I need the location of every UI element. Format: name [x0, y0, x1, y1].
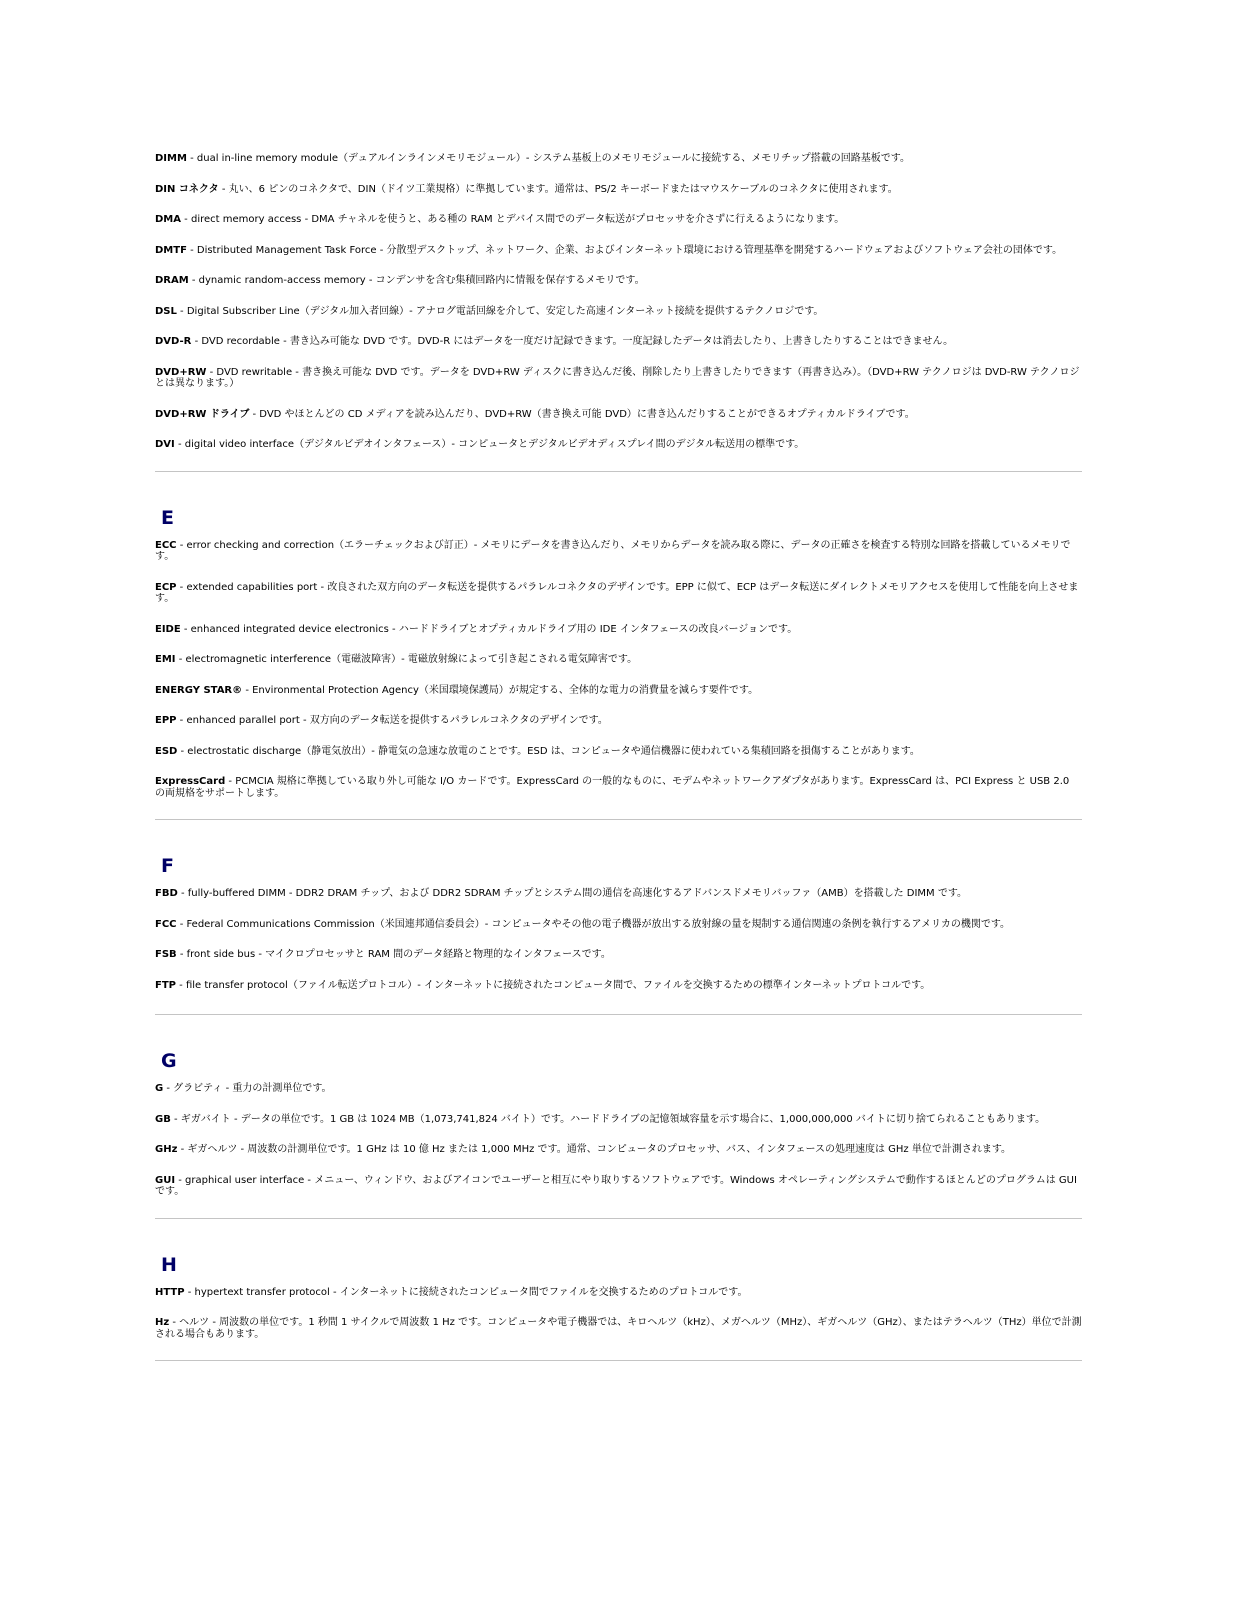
glossary-definition: - ギガヘルツ - 周波数の計測単位です。1 GHz は 10 億 Hz または 1,000 MHz です。通常、コンピュータのプロセッサ、バス、インタフェースの処理速度は GHz 単位で計測されます。: [177, 1144, 1012, 1155]
glossary-entry: [155, 439, 1082, 451]
glossary-entry: [155, 949, 1082, 961]
glossary-term: DVI: [155, 439, 175, 450]
glossary-entry: [155, 367, 1082, 390]
glossary-term: ECP: [155, 581, 177, 593]
glossary-section-h: [155, 1254, 1082, 1341]
glossary-term: ENERGY STAR®: [155, 684, 243, 696]
glossary-entry: [155, 245, 1082, 257]
glossary-definition: - graphical user interface - メニュー、ウィンドウ、およびアイコンでユーザーと相互にやり取りするソフトウェアです。Windows オペレーティングシステムで動作するほとんどのプログラムは GUI です。: [155, 1174, 1077, 1197]
glossary-definition: - extended capabilities port - 改良された双方向のデータ転送を提供するパラレルコネクタのデザインです。EPP に似て、ECP はデータ転送にダイレクトメモリアクセスを使用して性能を向上させます。: [155, 581, 1079, 604]
glossary-term: EIDE: [155, 623, 181, 635]
glossary-entry: [155, 1083, 1082, 1095]
glossary-section-e: [155, 507, 1082, 800]
glossary-definition: - enhanced integrated device electronics - ハードドライブとオプティカルドライブ用の IDE インタフェースの改良バージョンです。: [180, 623, 798, 635]
glossary-entry: [155, 980, 1082, 992]
glossary-definition: - hypertext transfer protocol - インターネットに接続されたコンピュータ間でファイルを交換するためのプロトコルです。: [184, 1286, 748, 1298]
glossary-term: ECC: [155, 539, 177, 551]
glossary-entry: [155, 919, 1082, 931]
glossary-definition: - グラビティ - 重力の計測単位です。: [163, 1083, 332, 1094]
glossary-entry: [155, 746, 1082, 758]
glossary-entry: [155, 888, 1082, 900]
glossary-section-g: [155, 1050, 1082, 1198]
glossary-entry: [155, 275, 1082, 287]
glossary-entry: [155, 624, 1082, 636]
glossary-term: EPP: [155, 715, 177, 726]
glossary-entry: [155, 184, 1082, 196]
glossary-entry: [155, 685, 1082, 697]
glossary-definition: - error checking and correction（エラーチェックおよび訂正）- メモリにデータを書き込んだり、メモリからデータを読み取る際に、データの正確さを検査する特別な回路を搭載しているメモリです。: [155, 539, 1071, 562]
glossary-term: ESD: [155, 745, 178, 757]
glossary-entry: [155, 214, 1082, 226]
glossary-definition: - DVD rewritable - 書き換え可能な DVD です。データを DVD+RW ディスクに書き込んだ後、削除したり上書きしたりできます（再書き込み）。（DVD+RW テクノロジは DVD-RW テクノロジとは異なります。）: [155, 366, 1080, 389]
glossary-term: DIMM: [155, 153, 187, 164]
glossary-term: ExpressCard: [155, 776, 226, 787]
glossary-definition: - front side bus - マイクロプロセッサと RAM 間のデータ経路と物理的なインタフェースです。: [176, 949, 611, 960]
glossary-term: DVD+RW ドライブ: [155, 408, 250, 420]
glossary-term: DMTF: [155, 244, 187, 256]
glossary-definition: - DVD やほとんどの CD メディアを読み込んだり、DVD+RW（書き換え可能 DVD）に書き込んだりすることができるオプティカルドライブです。: [249, 408, 915, 420]
section-divider: [155, 1014, 1082, 1015]
glossary-entry: [155, 1287, 1082, 1299]
glossary-definition: - Digital Subscriber Line（デジタル加入者回線）- アナログ電話回線を介して、安定した高速インターネット接続を提供するテクノロジです。: [176, 305, 824, 317]
section-divider: [155, 1360, 1082, 1361]
glossary-entry: [155, 1317, 1082, 1340]
glossary-term: FTP: [155, 979, 176, 991]
glossary-definition: - 丸い、6 ピンのコネクタで、DIN（ドイツ工業規格）に準拠しています。通常は、PS/2 キーボードまたはマウスケーブルのコネクタに使用されます。: [218, 183, 898, 195]
glossary-definition: - dynamic random-access memory - コンデンサを含む集積回路内に情報を保存するメモリです。: [188, 275, 645, 286]
glossary-definition: - direct memory access - DMA チャネルを使うと、ある種の RAM とデバイス間でのデータ転送がプロセッサを介さずに行えるようになります。: [181, 214, 845, 225]
glossary-entry: [155, 776, 1082, 799]
glossary-term: DIN コネクタ: [155, 183, 219, 195]
glossary-entry: [155, 409, 1082, 421]
glossary-definition: - PCMCIA 規格に準拠している取り外し可能な I/O カードです。ExpressCard の一般的なものに、モデムやネットワークアダプタがあります。ExpressCard は、PCI Express と USB 2.0 の両規格をサポートします。: [155, 776, 1070, 799]
section-divider: [155, 819, 1082, 820]
glossary-definition: - Distributed Management Task Force - 分散型デスクトップ、ネットワーク、企業、およびインターネット環境における管理基準を開発するハードウェアおよびソフトウェア会社の団体です。: [186, 244, 1063, 256]
glossary-term: FSB: [155, 949, 177, 960]
glossary-entry: [155, 540, 1082, 563]
glossary-term: DMA: [155, 214, 181, 225]
glossary-entry: [155, 153, 1082, 165]
section-divider: [155, 471, 1082, 472]
glossary-definition: - Environmental Protection Agency（米国環境保護局）が規定する、全体的な電力の消費量を減らす要件です。: [242, 684, 759, 696]
glossary-definition: - file transfer protocol（ファイル転送プロトコル）- インターネットに接続されたコンピュータ間で、ファイルを交換するための標準インターネットプロトコルです。: [175, 979, 931, 991]
glossary-term: HTTP: [155, 1286, 185, 1298]
glossary-definition: - DVD recordable - 書き込み可能な DVD です。DVD-R にはデータを一度だけ記録できます。一度記録したデータは消去したり、上書きしたりすることはできません。: [191, 336, 954, 347]
section-heading-f: F: [161, 855, 174, 877]
glossary-section-f: [155, 855, 1082, 991]
glossary-definition: - ヘルツ - 周波数の単位です。1 秒間 1 サイクルで周波数 1 Hz です。コンピュータや電子機器では、キロヘルツ（kHz）、メガヘルツ（MHz）、ギガヘルツ（GHz）、またはテラヘルツ（THz）単位で計測される場合もあります。: [155, 1317, 1082, 1340]
glossary-entry: [155, 306, 1082, 318]
glossary-content: [155, 153, 1082, 1361]
glossary-definition: - enhanced parallel port - 双方向のデータ転送を提供するパラレルコネクタのデザインです。: [176, 715, 608, 726]
glossary-definition: - electrostatic discharge（静電気放出）- 静電気の急速な放電のことです。ESD は、コンピュータや通信機器に使われている集積回路を損傷することがあります。: [177, 745, 920, 757]
glossary-entry: [155, 1144, 1082, 1156]
glossary-term: DSL: [155, 305, 177, 317]
glossary-term: DVD-R: [155, 336, 192, 347]
glossary-term: Hz: [155, 1317, 170, 1328]
glossary-term: GHz: [155, 1144, 178, 1155]
glossary-definition: - digital video interface（デジタルビデオインタフェース）- コンピュータとデジタルビデオディスプレイ間のデジタル転送用の標準です。: [174, 439, 805, 450]
glossary-definition: - electromagnetic interference（電磁波障害）- 電磁放射線によって引き起こされる電気障害です。: [175, 654, 638, 665]
glossary-entry: [155, 1114, 1082, 1126]
glossary-entry: [155, 336, 1082, 348]
glossary-term: G: [155, 1083, 164, 1094]
glossary-entry: [155, 582, 1082, 605]
section-heading-e: E: [161, 506, 174, 529]
glossary-term: FBD: [155, 888, 178, 899]
glossary-term: FCC: [155, 918, 177, 930]
glossary-entry: [155, 715, 1082, 727]
glossary-definition: - ギガバイト - データの単位です。1 GB は 1024 MB（1,073,741,824 バイト）です。ハードドライブの記憶領域容量を示す場合に、1,000,000,000 バイトに切り捨てられることもあります。: [170, 1113, 1046, 1125]
glossary-term: DVD+RW: [155, 366, 207, 378]
section-divider: [155, 1218, 1082, 1219]
glossary-term: GUI: [155, 1174, 176, 1186]
glossary-definition: - fully-buffered DIMM - DDR2 DRAM チップ、および DDR2 SDRAM チップとシステム間の通信を高速化するアドバンスドメモリバッファ（AMB）を搭載した DIMM です。: [177, 888, 968, 899]
glossary-term: GB: [155, 1113, 171, 1125]
glossary-entry: [155, 1175, 1082, 1198]
section-heading-g: G: [161, 1050, 177, 1072]
glossary-entry: [155, 654, 1082, 666]
glossary-section-d: [155, 153, 1082, 451]
glossary-definition: - dual in-line memory module（デュアルインラインメモリモジュール）- システム基板上のメモリモジュールに接続する、メモリチップ搭載の回路基板です。: [186, 153, 910, 164]
glossary-definition: - Federal Communications Commission（米国連邦通信委員会）- コンピュータやその他の電子機器が放出する放射線の量を規制する通信関連の条例を執行するアメリカの機関です。: [176, 918, 1011, 930]
glossary-term: DRAM: [155, 275, 189, 286]
glossary-term: EMI: [155, 654, 176, 665]
section-heading-h: H: [161, 1253, 177, 1276]
